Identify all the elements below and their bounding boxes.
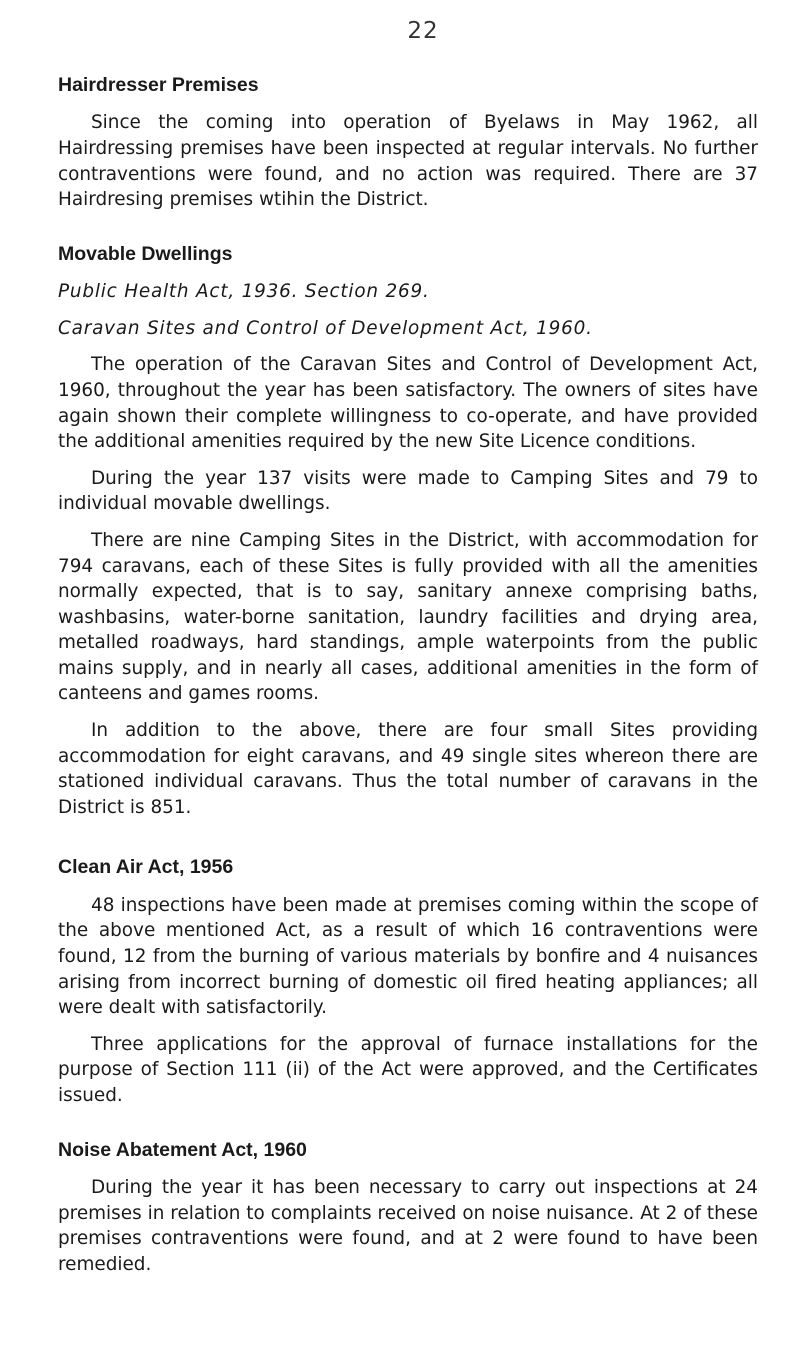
paragraph-movable-2: During the year 137 visits were made to Camping Sites and 79 to individual movable dwellings. — [58, 467, 758, 515]
section-hairdresser — [58, 74, 758, 213]
paragraph-clean-air-2: Three applications for the approval of furnace installations for the purpose of Section 111 (ii) of the Act were approved, and the Certificates issued. — [58, 1033, 758, 1106]
paragraph-movable-1: The operation of the Caravan Sites and Control of Development Act, 1960, throughout the year has been satisfactory. The owners of sites have again shown their complete willingness to co-operate, and have provided the additional amenities required by the new Site Licence conditions. — [58, 354, 758, 453]
heading-hairdresser: Hairdresser Premises — [58, 74, 259, 96]
heading-movable-dwellings: Movable Dwellings — [58, 242, 233, 265]
section-clean-air — [58, 856, 758, 1108]
paragraph-movable-4: In addition to the above, there are four small Sites providing accommodation for eight caravans, and 49 single sites whereon there are stationed individual caravans. Thus the total number of caravans in the District is 851. — [58, 720, 758, 818]
page-number: 22 — [407, 18, 439, 44]
document-page — [58, 18, 758, 1307]
paragraph-clean-air-1: 48 inspections have been made at premises coming within the scope of the above mentioned Act, as a result of which 16 contraventions were found, 12 from the burning of various materials by bonfire and 4 nuisances arising from incorrect burning of domestic oil fired heating appliances; all were dealt with satisfactorily. — [58, 894, 758, 1019]
section-noise-abatement — [58, 1139, 758, 1278]
act-reference-caravan-sites: Caravan Sites and Control of Development Act, 1960. — [58, 317, 593, 339]
paragraph-noise-1: During the year it has been necessary to carry out inspections at 24 premises in relation to complaints received on noise nuisance. At 2 of these premises contraventions were found, and at 2 were found to have been remedied. — [58, 1176, 758, 1275]
act-reference-public-health: Public Health Act, 1936. Section 269. — [58, 281, 430, 303]
paragraph-movable-3: There are nine Camping Sites in the District, with accommodation for 794 caravans, each of these Sites is fully provided with all the amenities normally expected, that is to say, sanitary annexe comprising baths, washbasins, water-borne sanitation, laundry facilities and drying area, metalled roadways, hard standings, ample waterpoints from the public mains supply, and in nearly all cases, additional amenities in the form of canteens and games rooms. — [58, 529, 758, 705]
section-movable-dwellings — [58, 243, 758, 821]
heading-noise-abatement: Noise Abatement Act, 1960 — [58, 1138, 307, 1161]
paragraph-hairdresser-1: Since the coming into operation of Byelaws in May 1962, all Hairdressing premises have been inspected at regular intervals. No further contraventions were found, and no action was required. There are 37 Hairdresing premises wtihin the District. — [58, 112, 758, 211]
heading-clean-air: Clean Air Act, 1956 — [58, 856, 234, 879]
